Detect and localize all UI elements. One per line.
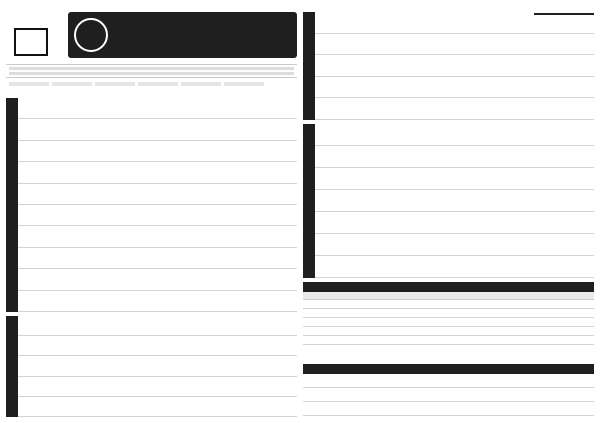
event-row (18, 119, 297, 140)
event-detail (469, 146, 589, 167)
event-detail (471, 98, 589, 119)
event-date (317, 77, 339, 98)
event-detail (174, 98, 292, 118)
notice-name (305, 318, 385, 326)
support-info (387, 388, 587, 401)
support-info (387, 374, 587, 387)
event-row (18, 162, 297, 183)
notice-info (387, 300, 587, 308)
small-hall-rows (18, 316, 297, 417)
event-detail (174, 119, 292, 139)
notice-info (387, 336, 587, 344)
event-time (44, 377, 60, 396)
event-target (441, 212, 467, 233)
notice-info (387, 309, 587, 317)
event-mark (294, 377, 300, 396)
event-row (315, 77, 594, 99)
event-title (359, 168, 439, 189)
left-column (6, 6, 297, 417)
event-detail (174, 162, 292, 182)
event-title (359, 234, 439, 255)
event-date (317, 234, 339, 255)
notice-heading (303, 282, 594, 292)
event-date (20, 269, 42, 289)
event-date (20, 226, 42, 246)
small-hall-rows (315, 12, 594, 120)
notice-info (387, 318, 587, 326)
event-date (317, 55, 339, 76)
event-detail (174, 184, 292, 204)
event-title (359, 190, 439, 211)
event-detail (471, 55, 589, 76)
event-row (18, 248, 297, 269)
notes-line (9, 67, 294, 70)
event-detail (174, 141, 292, 161)
notice-subheading (303, 292, 594, 300)
event-title (62, 226, 172, 246)
event-time (44, 119, 60, 139)
event-date (317, 98, 339, 119)
event-time (341, 146, 357, 167)
event-title (62, 397, 172, 416)
event-mark (591, 55, 597, 76)
event-time (341, 55, 357, 76)
legend-item (181, 82, 221, 86)
event-date (317, 146, 339, 167)
event-target (441, 124, 467, 145)
event-mark (591, 256, 597, 277)
event-time (44, 205, 60, 225)
event-date (317, 124, 339, 145)
event-mark (294, 98, 300, 118)
event-title (62, 377, 172, 396)
small-hall-band (303, 12, 315, 120)
event-target (441, 256, 467, 277)
event-mark (591, 77, 597, 98)
large-hall-section (6, 98, 297, 312)
event-date (20, 316, 42, 335)
notice-name (305, 336, 385, 344)
event-time (44, 162, 60, 182)
event-detail (469, 168, 589, 189)
event-date (20, 141, 42, 161)
event-row (18, 141, 297, 162)
event-target (441, 234, 467, 255)
event-time (341, 168, 357, 189)
event-date (20, 98, 42, 118)
event-detail (174, 397, 292, 416)
legend-item (95, 82, 135, 86)
event-row (18, 184, 297, 205)
event-time (341, 124, 357, 145)
event-detail (469, 256, 589, 277)
event-title (359, 256, 439, 277)
event-row (18, 397, 297, 417)
page-header (6, 6, 297, 62)
event-mark (294, 356, 300, 375)
large-hall-band (6, 98, 18, 312)
event-mark (294, 269, 300, 289)
support-section (303, 364, 594, 417)
event-title (359, 146, 439, 167)
event-row (18, 336, 297, 356)
event-title (62, 316, 172, 335)
venue-logo (74, 18, 108, 52)
event-time (341, 212, 357, 233)
event-mark (294, 316, 300, 335)
notice-footer (303, 346, 594, 356)
support-name (305, 402, 385, 415)
event-mark (591, 124, 597, 145)
event-detail (469, 190, 589, 211)
event-date (317, 190, 339, 211)
event-row (315, 190, 594, 212)
support-name (305, 374, 385, 387)
event-date (317, 12, 339, 33)
event-row (315, 168, 594, 190)
event-date (317, 34, 339, 55)
support-row (303, 402, 594, 416)
event-time (341, 77, 357, 98)
event-mark (294, 141, 300, 161)
event-title (62, 141, 172, 161)
multipurpose-hall-band (303, 124, 315, 278)
event-time (44, 184, 60, 204)
event-date (20, 162, 42, 182)
event-title (359, 98, 469, 119)
event-title (359, 124, 439, 145)
event-detail (471, 34, 589, 55)
event-detail (174, 248, 292, 268)
event-title (62, 119, 172, 139)
event-title (62, 184, 172, 204)
event-title (62, 269, 172, 289)
event-mark (294, 397, 300, 416)
event-detail (469, 212, 589, 233)
event-title (62, 248, 172, 268)
event-time (44, 291, 60, 311)
event-mark (591, 190, 597, 211)
legend-item (138, 82, 178, 86)
event-date (317, 256, 339, 277)
event-mark (294, 119, 300, 139)
notice-row (303, 309, 594, 318)
notice-info (387, 327, 587, 335)
notice-row (303, 336, 594, 345)
event-mark (294, 248, 300, 268)
event-date (20, 377, 42, 396)
event-title (359, 55, 469, 76)
event-time (341, 234, 357, 255)
legend-item (52, 82, 92, 86)
event-mark (591, 168, 597, 189)
event-detail (471, 12, 589, 33)
event-row (18, 356, 297, 376)
support-row (303, 374, 594, 388)
event-row (315, 256, 594, 278)
event-time (341, 98, 357, 119)
event-date (20, 397, 42, 416)
notice-name (305, 300, 385, 308)
event-time (44, 336, 60, 355)
event-title (62, 98, 172, 118)
small-hall-section-continued (303, 12, 594, 120)
legend-item (224, 82, 264, 86)
event-mark (294, 336, 300, 355)
notes-block (6, 64, 297, 78)
large-hall-rows (18, 98, 297, 312)
event-row (315, 34, 594, 56)
event-date (20, 336, 42, 355)
event-date (317, 212, 339, 233)
event-mark (591, 98, 597, 119)
event-time (341, 34, 357, 55)
event-row (18, 205, 297, 226)
month-label (14, 28, 48, 56)
support-heading (303, 364, 594, 374)
event-target (441, 168, 467, 189)
event-row (315, 55, 594, 77)
event-detail (469, 234, 589, 255)
event-time (341, 256, 357, 277)
event-mark (591, 12, 597, 33)
event-date (20, 291, 42, 311)
event-row (18, 316, 297, 336)
event-date (20, 356, 42, 375)
event-title (62, 291, 172, 311)
event-target (441, 190, 467, 211)
event-row (18, 377, 297, 397)
notice-name (305, 327, 385, 335)
event-detail (174, 205, 292, 225)
right-column (303, 6, 594, 417)
event-detail (174, 377, 292, 396)
event-date (20, 248, 42, 268)
notes-line (9, 72, 294, 75)
event-row (315, 146, 594, 168)
support-name (305, 388, 385, 401)
multipurpose-hall-rows (315, 124, 594, 278)
event-time (44, 316, 60, 335)
event-time (44, 356, 60, 375)
event-mark (294, 226, 300, 246)
event-title (62, 162, 172, 182)
event-time (44, 397, 60, 416)
event-title (359, 212, 439, 233)
multipurpose-hall-section (303, 124, 594, 278)
event-row (18, 291, 297, 312)
event-detail (174, 291, 292, 311)
event-time (44, 141, 60, 161)
event-mark (591, 34, 597, 55)
support-info (387, 402, 587, 415)
event-time (44, 98, 60, 118)
event-title (359, 12, 469, 33)
event-row (315, 12, 594, 34)
event-row (315, 98, 594, 120)
event-mark (591, 234, 597, 255)
event-time (341, 12, 357, 33)
event-title (62, 356, 172, 375)
event-row (18, 98, 297, 119)
event-date (20, 119, 42, 139)
event-mark (591, 212, 597, 233)
event-mark (591, 146, 597, 167)
event-row (315, 234, 594, 256)
event-title (62, 336, 172, 355)
event-title (359, 34, 469, 55)
event-detail (469, 124, 589, 145)
event-mark (294, 184, 300, 204)
event-detail (471, 77, 589, 98)
event-target (441, 146, 467, 167)
legend (6, 80, 297, 96)
event-time (44, 248, 60, 268)
event-mark (294, 205, 300, 225)
notice-row (303, 318, 594, 327)
event-mark (294, 162, 300, 182)
event-detail (174, 226, 292, 246)
notice-row (303, 327, 594, 336)
event-row (315, 212, 594, 234)
support-row (303, 388, 594, 402)
event-detail (174, 336, 292, 355)
title-panel (68, 12, 297, 58)
event-detail (174, 269, 292, 289)
legend-item (9, 82, 49, 86)
event-row (315, 124, 594, 146)
event-time (44, 226, 60, 246)
event-detail (174, 316, 292, 335)
small-hall-section (6, 316, 297, 417)
event-date (20, 184, 42, 204)
event-time (341, 190, 357, 211)
event-date (317, 168, 339, 189)
notice-row (303, 300, 594, 309)
event-title (62, 205, 172, 225)
notice-name (305, 309, 385, 317)
event-detail (174, 356, 292, 375)
event-time (44, 269, 60, 289)
event-date (20, 205, 42, 225)
notice-section (303, 282, 594, 360)
event-row (18, 269, 297, 290)
event-mark (294, 291, 300, 311)
small-hall-band (6, 316, 18, 417)
event-title (359, 77, 469, 98)
event-row (18, 226, 297, 247)
